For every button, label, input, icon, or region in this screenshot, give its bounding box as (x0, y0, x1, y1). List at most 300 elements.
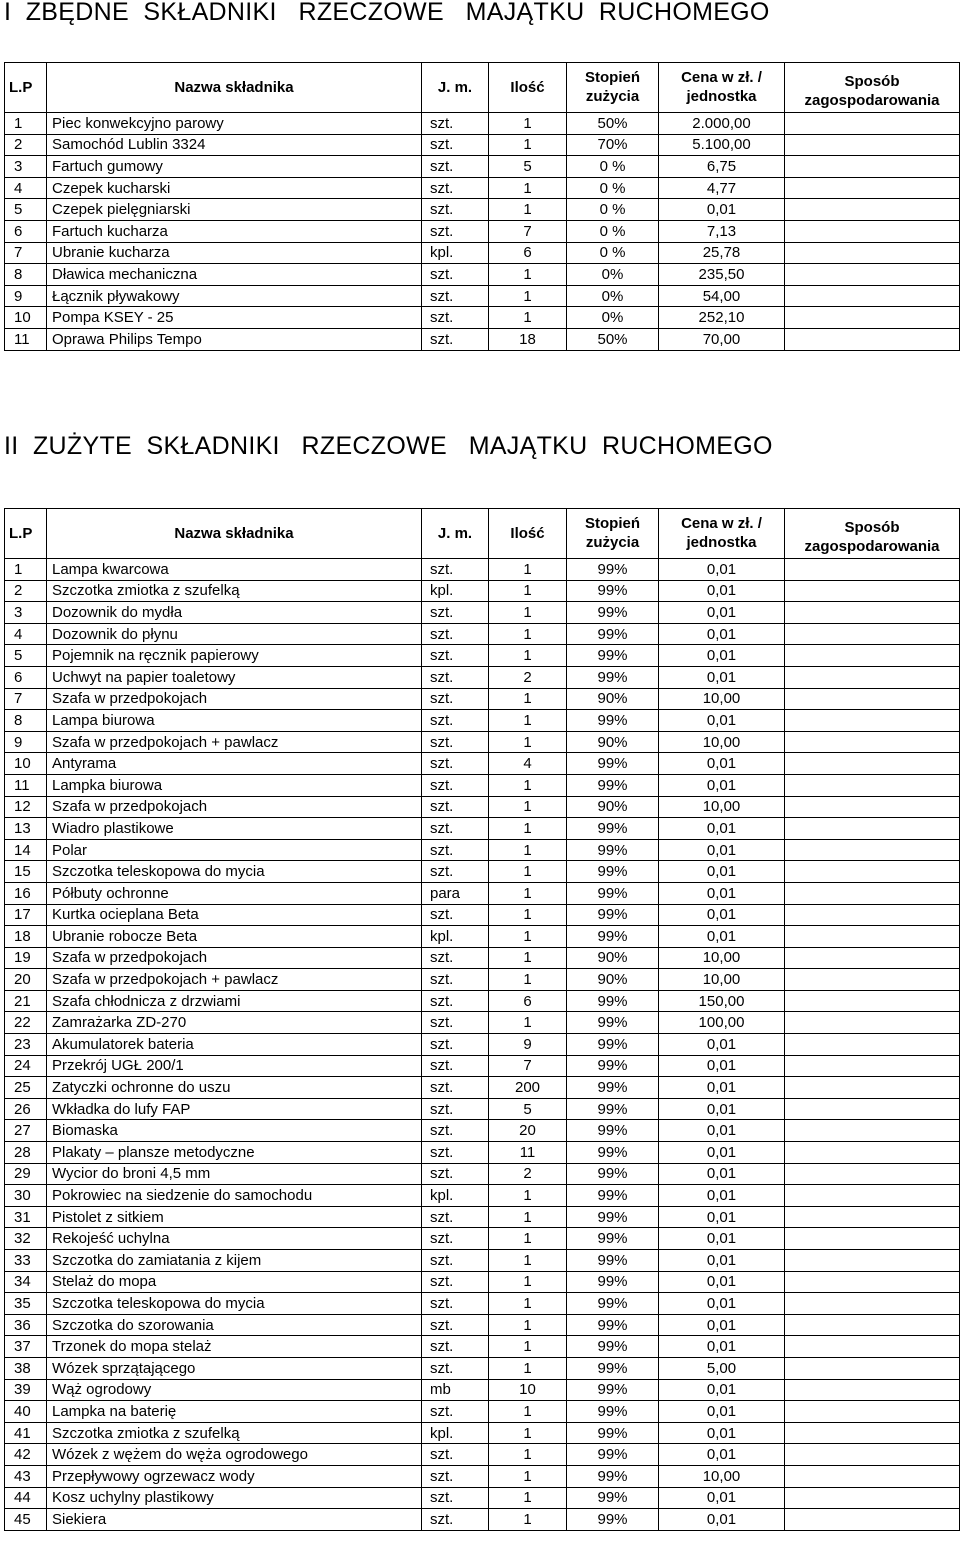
cell-name: Lampka biurowa (47, 774, 422, 796)
cell-qty: 1 (489, 731, 567, 753)
cell-unit: szt. (422, 731, 489, 753)
table-row (5, 1444, 960, 1466)
cell-price: 100,00 (659, 1012, 785, 1034)
cell-wear: 99% (567, 1120, 659, 1142)
cell-wear: 99% (567, 904, 659, 926)
cell-unit: szt. (422, 1271, 489, 1293)
cell-lp: 38 (5, 1357, 47, 1379)
cell-wear: 99% (567, 1379, 659, 1401)
table-row (5, 753, 960, 775)
cell-wear: 99% (567, 1509, 659, 1531)
cell-qty: 200 (489, 1077, 567, 1099)
table-row (5, 1379, 960, 1401)
cell-unit: szt. (422, 1336, 489, 1358)
cell-price: 5.100,00 (659, 134, 785, 156)
cell-qty: 7 (489, 220, 567, 242)
cell-price: 0,01 (659, 1401, 785, 1423)
cell-lp: 22 (5, 1012, 47, 1034)
table-row (5, 1142, 960, 1164)
cell-wear: 99% (567, 645, 659, 667)
table-row (5, 1098, 960, 1120)
table-row (5, 947, 960, 969)
cell-qty: 1 (489, 1293, 567, 1315)
cell-lp: 4 (5, 623, 47, 645)
cell-disposal (785, 688, 960, 710)
cell-disposal (785, 731, 960, 753)
cell-lp: 11 (5, 328, 47, 350)
section-1-title: I ZBĘDNE SKŁADNIKI RZECZOWE MAJĄTKU RUCHOMEGO (4, 0, 770, 26)
cell-unit: szt. (422, 1509, 489, 1531)
cell-name: Kurtka ocieplana Beta (47, 904, 422, 926)
cell-name: Szczotka teleskopowa do mycia (47, 861, 422, 883)
header-lp: L.P (5, 509, 47, 559)
cell-name: Plakaty – plansze metodyczne (47, 1142, 422, 1164)
cell-price: 0,01 (659, 710, 785, 732)
cell-unit: szt. (422, 220, 489, 242)
cell-name: Szafa w przedpokojach (47, 688, 422, 710)
cell-qty: 1 (489, 602, 567, 624)
cell-price: 10,00 (659, 731, 785, 753)
table-row (5, 559, 960, 581)
cell-lp: 3 (5, 602, 47, 624)
cell-lp: 37 (5, 1336, 47, 1358)
cell-name: Akumulatorek bateria (47, 1034, 422, 1056)
cell-lp: 32 (5, 1228, 47, 1250)
cell-disposal (785, 1185, 960, 1207)
cell-name: Szczotka do szorowania (47, 1314, 422, 1336)
table-row (5, 1509, 960, 1531)
cell-qty: 1 (489, 904, 567, 926)
cell-wear: 0% (567, 264, 659, 286)
cell-qty: 1 (489, 1185, 567, 1207)
cell-disposal (785, 904, 960, 926)
cell-disposal (785, 666, 960, 688)
cell-price: 0,01 (659, 1055, 785, 1077)
cell-lp: 8 (5, 264, 47, 286)
cell-qty: 6 (489, 990, 567, 1012)
table-row (5, 969, 960, 991)
cell-wear: 99% (567, 1055, 659, 1077)
cell-unit: szt. (422, 710, 489, 732)
cell-price: 10,00 (659, 969, 785, 991)
cell-price: 7,13 (659, 220, 785, 242)
header-lp: L.P (5, 63, 47, 113)
cell-name: Wózek sprzątającego (47, 1357, 422, 1379)
cell-lp: 23 (5, 1034, 47, 1056)
table-body (5, 113, 960, 351)
cell-lp: 33 (5, 1250, 47, 1272)
cell-wear: 99% (567, 580, 659, 602)
cell-name: Przekrój UGŁ 200/1 (47, 1055, 422, 1077)
cell-price: 0,01 (659, 1379, 785, 1401)
cell-price: 0,01 (659, 1098, 785, 1120)
cell-qty: 1 (489, 710, 567, 732)
cell-name: Lampka na baterię (47, 1401, 422, 1423)
cell-lp: 26 (5, 1098, 47, 1120)
cell-unit: szt. (422, 818, 489, 840)
cell-qty: 1 (489, 285, 567, 307)
cell-lp: 7 (5, 688, 47, 710)
cell-disposal (785, 1228, 960, 1250)
cell-wear: 99% (567, 1163, 659, 1185)
cell-unit: szt. (422, 156, 489, 178)
cell-qty: 1 (489, 623, 567, 645)
cell-unit: szt. (422, 753, 489, 775)
cell-wear: 99% (567, 1336, 659, 1358)
cell-price: 235,50 (659, 264, 785, 286)
cell-unit: szt. (422, 688, 489, 710)
cell-disposal (785, 328, 960, 350)
cell-unit: szt. (422, 1206, 489, 1228)
cell-price: 0,01 (659, 753, 785, 775)
cell-wear: 99% (567, 1034, 659, 1056)
cell-qty: 1 (489, 882, 567, 904)
cell-disposal (785, 882, 960, 904)
cell-name: Piec konwekcyjno parowy (47, 113, 422, 135)
cell-name: Szczotka zmiotka z szufelką (47, 1422, 422, 1444)
cell-name: Szafa w przedpokojach + pawlacz (47, 969, 422, 991)
cell-wear: 99% (567, 1357, 659, 1379)
cell-qty: 1 (489, 969, 567, 991)
section-2-title: II ZUŻYTE SKŁADNIKI RZECZOWE MAJĄTKU RUCHOMEGO (4, 432, 773, 460)
cell-disposal (785, 1012, 960, 1034)
cell-wear: 99% (567, 1271, 659, 1293)
cell-unit: szt. (422, 307, 489, 329)
table-row (5, 156, 960, 178)
cell-price: 10,00 (659, 688, 785, 710)
cell-disposal (785, 990, 960, 1012)
cell-name: Wkładka do lufy FAP (47, 1098, 422, 1120)
cell-wear: 99% (567, 1465, 659, 1487)
cell-qty: 5 (489, 156, 567, 178)
cell-name: Szafa w przedpokojach (47, 796, 422, 818)
cell-disposal (785, 710, 960, 732)
cell-disposal (785, 1293, 960, 1315)
table-row (5, 1422, 960, 1444)
cell-disposal (785, 220, 960, 242)
cell-price: 0,01 (659, 1120, 785, 1142)
cell-price: 0,01 (659, 1206, 785, 1228)
cell-disposal (785, 839, 960, 861)
cell-wear: 99% (567, 1142, 659, 1164)
cell-unit: kpl. (422, 242, 489, 264)
header-name: Nazwa składnika (47, 509, 422, 559)
cell-disposal (785, 947, 960, 969)
table-row (5, 1465, 960, 1487)
cell-unit: szt. (422, 666, 489, 688)
table-row (5, 1163, 960, 1185)
table-row (5, 666, 960, 688)
cell-lp: 34 (5, 1271, 47, 1293)
cell-unit: szt. (422, 328, 489, 350)
cell-price: 0,01 (659, 818, 785, 840)
table-row (5, 623, 960, 645)
cell-lp: 44 (5, 1487, 47, 1509)
cell-disposal (785, 1357, 960, 1379)
cell-lp: 28 (5, 1142, 47, 1164)
cell-unit: szt. (422, 602, 489, 624)
cell-name: Biomaska (47, 1120, 422, 1142)
cell-lp: 43 (5, 1465, 47, 1487)
cell-name: Lampa kwarcowa (47, 559, 422, 581)
cell-qty: 1 (489, 134, 567, 156)
cell-lp: 15 (5, 861, 47, 883)
cell-wear: 99% (567, 861, 659, 883)
cell-wear: 99% (567, 1012, 659, 1034)
cell-qty: 1 (489, 1206, 567, 1228)
table-row (5, 861, 960, 883)
table-row (5, 580, 960, 602)
cell-name: Łącznik pływakowy (47, 285, 422, 307)
cell-wear: 90% (567, 688, 659, 710)
cell-disposal (785, 580, 960, 602)
cell-qty: 1 (489, 1357, 567, 1379)
cell-name: Ubranie robocze Beta (47, 926, 422, 948)
cell-name: Czepek kucharski (47, 177, 422, 199)
cell-lp: 5 (5, 199, 47, 221)
cell-wear: 99% (567, 1206, 659, 1228)
table-row (5, 839, 960, 861)
cell-lp: 12 (5, 796, 47, 818)
cell-price: 0,01 (659, 1250, 785, 1272)
cell-name: Czepek pielęgniarski (47, 199, 422, 221)
header-unit: J. m. (422, 63, 489, 113)
cell-name: Szafa w przedpokojach + pawlacz (47, 731, 422, 753)
cell-price: 0,01 (659, 1293, 785, 1315)
table-row (5, 285, 960, 307)
cell-wear: 0 % (567, 177, 659, 199)
table-row (5, 1401, 960, 1423)
cell-wear: 99% (567, 623, 659, 645)
table-row (5, 645, 960, 667)
cell-price: 0,01 (659, 1509, 785, 1531)
table-row (5, 1012, 960, 1034)
cell-wear: 99% (567, 1422, 659, 1444)
cell-price: 6,75 (659, 156, 785, 178)
cell-lp: 3 (5, 156, 47, 178)
cell-unit: szt. (422, 1293, 489, 1315)
cell-lp: 45 (5, 1509, 47, 1531)
cell-unit: szt. (422, 1357, 489, 1379)
cell-name: Ubranie kucharza (47, 242, 422, 264)
cell-lp: 35 (5, 1293, 47, 1315)
header-unit: J. m. (422, 509, 489, 559)
cell-unit: szt. (422, 1055, 489, 1077)
cell-unit: szt. (422, 969, 489, 991)
cell-qty: 11 (489, 1142, 567, 1164)
cell-name: Dozownik do płynu (47, 623, 422, 645)
cell-unit: kpl. (422, 1422, 489, 1444)
cell-unit: szt. (422, 1487, 489, 1509)
cell-wear: 99% (567, 1077, 659, 1099)
cell-disposal (785, 861, 960, 883)
cell-unit: szt. (422, 285, 489, 307)
cell-disposal (785, 1055, 960, 1077)
cell-unit: szt. (422, 1034, 489, 1056)
cell-wear: 99% (567, 710, 659, 732)
table-row (5, 134, 960, 156)
cell-lp: 30 (5, 1185, 47, 1207)
table-row (5, 1034, 960, 1056)
cell-price: 0,01 (659, 602, 785, 624)
cell-qty: 1 (489, 1271, 567, 1293)
cell-wear: 0% (567, 307, 659, 329)
cell-lp: 41 (5, 1422, 47, 1444)
cell-disposal (785, 796, 960, 818)
cell-name: Wąż ogrodowy (47, 1379, 422, 1401)
cell-price: 70,00 (659, 328, 785, 350)
table-row (5, 818, 960, 840)
cell-price: 0,01 (659, 1271, 785, 1293)
cell-wear: 99% (567, 1250, 659, 1272)
cell-disposal (785, 242, 960, 264)
cell-disposal (785, 774, 960, 796)
cell-disposal (785, 1422, 960, 1444)
cell-name: Wózek z wężem do węża ogrodowego (47, 1444, 422, 1466)
cell-lp: 42 (5, 1444, 47, 1466)
cell-lp: 31 (5, 1206, 47, 1228)
cell-disposal (785, 1098, 960, 1120)
cell-qty: 1 (489, 580, 567, 602)
cell-lp: 19 (5, 947, 47, 969)
cell-qty: 6 (489, 242, 567, 264)
cell-wear: 90% (567, 947, 659, 969)
cell-unit: szt. (422, 861, 489, 883)
cell-wear: 99% (567, 1185, 659, 1207)
cell-price: 0,01 (659, 623, 785, 645)
cell-unit: szt. (422, 623, 489, 645)
table-row (5, 990, 960, 1012)
cell-disposal (785, 134, 960, 156)
cell-qty: 9 (489, 1034, 567, 1056)
cell-price: 0,01 (659, 199, 785, 221)
worn-assets-table (4, 508, 960, 1531)
cell-unit: szt. (422, 1163, 489, 1185)
table-row (5, 1228, 960, 1250)
cell-unit: mb (422, 1379, 489, 1401)
cell-name: Wiadro plastikowe (47, 818, 422, 840)
cell-lp: 24 (5, 1055, 47, 1077)
cell-disposal (785, 1271, 960, 1293)
cell-name: Dławica mechaniczna (47, 264, 422, 286)
cell-wear: 99% (567, 1401, 659, 1423)
cell-qty: 10 (489, 1379, 567, 1401)
cell-lp: 39 (5, 1379, 47, 1401)
header-disposal: Sposób zagospodarowania (785, 63, 960, 113)
cell-qty: 4 (489, 753, 567, 775)
cell-qty: 1 (489, 947, 567, 969)
cell-wear: 99% (567, 774, 659, 796)
cell-unit: szt. (422, 1250, 489, 1272)
cell-wear: 90% (567, 731, 659, 753)
table-row (5, 774, 960, 796)
table-row (5, 242, 960, 264)
table-row (5, 1055, 960, 1077)
cell-lp: 2 (5, 580, 47, 602)
cell-name: Stelaż do mopa (47, 1271, 422, 1293)
cell-name: Pojemnik na ręcznik papierowy (47, 645, 422, 667)
cell-price: 0,01 (659, 1487, 785, 1509)
cell-unit: szt. (422, 904, 489, 926)
cell-price: 5,00 (659, 1357, 785, 1379)
cell-unit: szt. (422, 199, 489, 221)
table-body (5, 559, 960, 1531)
cell-lp: 20 (5, 969, 47, 991)
cell-unit: szt. (422, 1444, 489, 1466)
cell-wear: 0 % (567, 220, 659, 242)
table-row (5, 710, 960, 732)
cell-price: 0,01 (659, 882, 785, 904)
cell-wear: 0% (567, 285, 659, 307)
cell-price: 0,01 (659, 559, 785, 581)
cell-name: Polar (47, 839, 422, 861)
cell-price: 0,01 (659, 1185, 785, 1207)
cell-disposal (785, 559, 960, 581)
cell-unit: szt. (422, 1401, 489, 1423)
table-row (5, 926, 960, 948)
cell-lp: 13 (5, 818, 47, 840)
cell-disposal (785, 1379, 960, 1401)
cell-lp: 1 (5, 559, 47, 581)
cell-wear: 99% (567, 1314, 659, 1336)
cell-qty: 1 (489, 861, 567, 883)
cell-price: 2.000,00 (659, 113, 785, 135)
table-row (5, 688, 960, 710)
cell-disposal (785, 1465, 960, 1487)
cell-price: 0,01 (659, 904, 785, 926)
cell-price: 0,01 (659, 861, 785, 883)
cell-disposal (785, 969, 960, 991)
cell-disposal (785, 1034, 960, 1056)
cell-unit: szt. (422, 839, 489, 861)
cell-qty: 1 (489, 839, 567, 861)
table-row (5, 796, 960, 818)
cell-qty: 1 (489, 1012, 567, 1034)
cell-qty: 1 (489, 1250, 567, 1272)
cell-price: 0,01 (659, 1422, 785, 1444)
cell-unit: szt. (422, 1314, 489, 1336)
cell-wear: 99% (567, 559, 659, 581)
cell-unit: szt. (422, 1120, 489, 1142)
table-row (5, 904, 960, 926)
cell-lp: 9 (5, 285, 47, 307)
cell-name: Szczotka do zamiatania z kijem (47, 1250, 422, 1272)
cell-wear: 99% (567, 926, 659, 948)
cell-unit: para (422, 882, 489, 904)
table-row (5, 1314, 960, 1336)
cell-lp: 4 (5, 177, 47, 199)
cell-lp: 29 (5, 1163, 47, 1185)
table-row (5, 1357, 960, 1379)
cell-disposal (785, 1487, 960, 1509)
cell-disposal (785, 1163, 960, 1185)
cell-lp: 7 (5, 242, 47, 264)
cell-price: 0,01 (659, 1077, 785, 1099)
cell-lp: 5 (5, 645, 47, 667)
cell-price: 0,01 (659, 1314, 785, 1336)
table-row (5, 1206, 960, 1228)
cell-name: Szafa w przedpokojach (47, 947, 422, 969)
cell-name: Fartuch kucharza (47, 220, 422, 242)
cell-wear: 99% (567, 839, 659, 861)
cell-lp: 10 (5, 307, 47, 329)
cell-lp: 6 (5, 666, 47, 688)
cell-price: 0,01 (659, 839, 785, 861)
cell-price: 10,00 (659, 796, 785, 818)
cell-wear: 99% (567, 1228, 659, 1250)
cell-name: Fartuch gumowy (47, 156, 422, 178)
cell-disposal (785, 1444, 960, 1466)
